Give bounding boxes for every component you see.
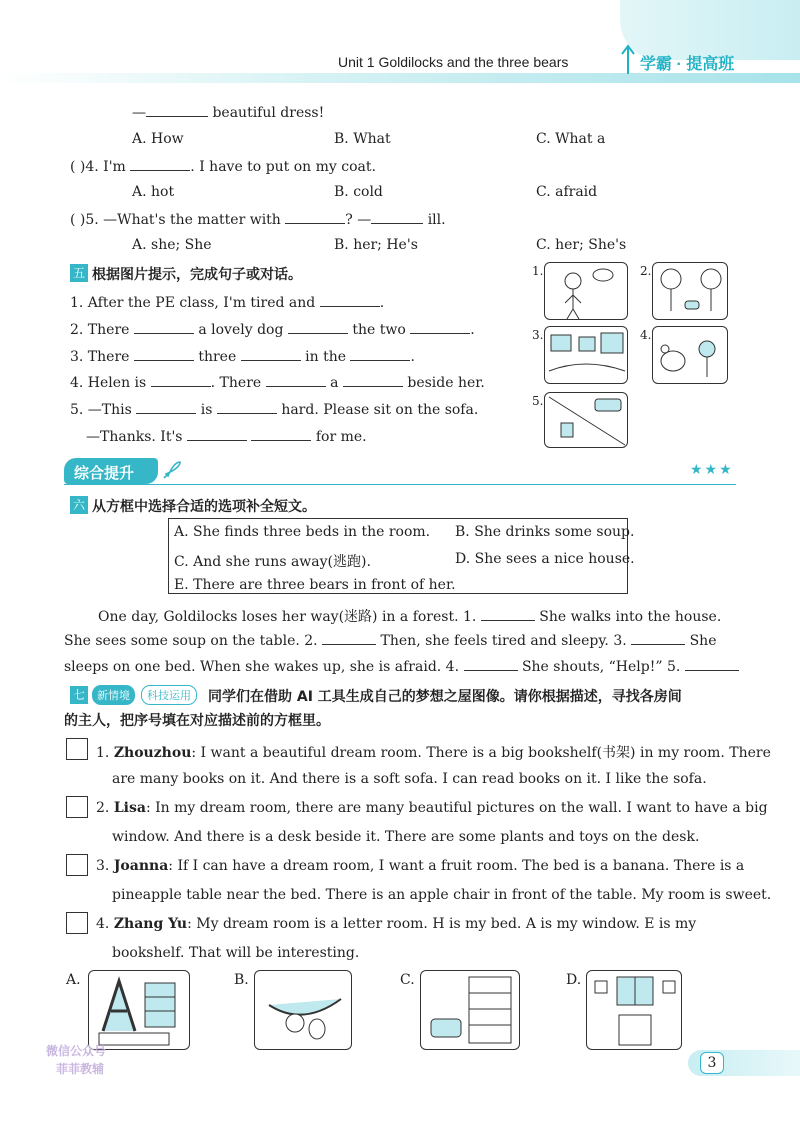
answer-blank[interactable] <box>464 658 518 671</box>
section-5-badge: 五 <box>70 264 88 282</box>
answer-blank[interactable] <box>631 632 685 645</box>
q3-opt-a: A. How <box>132 131 184 147</box>
watermark-line-2: 菲菲教辅 <box>56 1062 105 1076</box>
passage-line-2: She sees some soup on the table. 2. Then, she feels tired and sleepy. 3. She <box>64 633 717 649</box>
answer-blank[interactable] <box>134 321 194 334</box>
item-2-line-2: window. And there is a desk beside it. There are some plants and toys on the desk. <box>112 829 700 845</box>
answer-blank[interactable] <box>322 632 376 645</box>
answer-blank[interactable] <box>350 348 410 361</box>
answer-blank[interactable] <box>251 428 311 441</box>
answer-blank[interactable] <box>410 321 470 334</box>
answer-box-4[interactable] <box>66 912 88 934</box>
sec5-line-2: 2. There a lovely dog the two . <box>70 322 475 338</box>
section-7-badge: 七 <box>70 686 88 704</box>
section-7-title-2: 的主人，把序号填在对应描述前的方框里。 <box>64 713 330 729</box>
watermark-line-1: 微信公众号 <box>46 1044 107 1058</box>
answer-blank[interactable] <box>134 348 194 361</box>
q5-opt-b: B. her; He's <box>334 237 418 253</box>
q4-opt-c: C. afraid <box>536 184 598 200</box>
pic-label-1: 1. <box>532 264 544 278</box>
fruit-room-icon <box>255 971 352 1050</box>
answer-blank[interactable] <box>217 401 277 414</box>
q4-opt-a: A. hot <box>132 184 175 200</box>
picture-tired-girl <box>544 262 628 320</box>
answer-blank[interactable] <box>371 211 423 224</box>
room-label-a: A. <box>66 972 81 988</box>
tag-tech: 科技运用 <box>141 685 197 705</box>
option-d: D. She sees a nice house. <box>455 551 635 567</box>
bear-girl-icon <box>653 327 728 384</box>
answer-blank[interactable] <box>320 294 380 307</box>
answer-blank[interactable] <box>343 374 403 387</box>
item-4-line-1: 4. Zhang Yu: My dream room is a letter room. H is my bed. A is my window. E is my <box>96 916 697 932</box>
option-b: B. She drinks some soup. <box>455 524 635 540</box>
answer-blank[interactable] <box>481 608 535 621</box>
brand-arrow-icon <box>618 42 638 76</box>
tired-girl-icon <box>545 263 628 320</box>
q3-opt-b: B. What <box>334 131 391 147</box>
letter-room-icon <box>89 971 190 1050</box>
trees-dog-icon <box>653 263 728 320</box>
answer-blank[interactable] <box>136 401 196 414</box>
section-6-badge: 六 <box>70 496 88 514</box>
sec5-line-3: 3. There three in the . <box>70 349 415 365</box>
unit-title: Unit 1 Goldilocks and the three bears <box>338 54 569 70</box>
q4-opt-b: B. cold <box>334 184 383 200</box>
q5-line: ( )5. —What's the matter with ? — ill. <box>70 212 446 228</box>
room-picture-b <box>254 970 352 1050</box>
difficulty-stars: ★★★ <box>690 462 734 478</box>
sec5-line-1: 1. After the PE class, I'm tired and . <box>70 295 385 311</box>
option-a: A. She finds three beds in the room. <box>174 524 431 540</box>
option-c: C. And she runs away(逃跑). <box>174 554 371 570</box>
answer-box-3[interactable] <box>66 854 88 876</box>
passage-line-1: One day, Goldilocks loses her way(迷路) in a forest. 1. She walks into the house. <box>98 609 722 625</box>
room-picture-c <box>420 970 520 1050</box>
section-5-title: 根据图片提示，完成句子或对话。 <box>92 267 302 283</box>
bookshelf-room-icon <box>421 971 520 1050</box>
pic-label-4: 4. <box>640 328 652 342</box>
passage-line-3: sleeps on one bed. When she wakes up, she is afraid. 4. She shouts, “Help!” 5. <box>64 658 739 675</box>
room-label-c: C. <box>400 972 415 988</box>
item-2-line-1: 2. Lisa: In my dream room, there are many beautiful pictures on the wall. I want to have a big <box>96 800 768 816</box>
item-1-line-1: 1. Zhouzhou: I want a beautiful dream room. There is a big bookshelf(书架) in my room. There <box>96 745 771 761</box>
q3-opt-c: C. What a <box>536 131 606 147</box>
q5-opt-c: C. her; She's <box>536 237 627 253</box>
option-e: E. There are three bears in front of her. <box>174 577 456 593</box>
brand-label: 学霸 · 提高班 <box>640 56 735 73</box>
window-desk-room-icon <box>587 971 682 1050</box>
room-label-b: B. <box>234 972 249 988</box>
item-3-line-1: 3. Joanna: If I can have a dream room, I want a fruit room. The bed is a banana. There is a <box>96 858 745 874</box>
answer-blank[interactable] <box>685 658 739 671</box>
answer-blank[interactable] <box>285 211 345 224</box>
park-scene-icon <box>545 327 628 384</box>
room-picture-a <box>88 970 190 1050</box>
item-3-line-2: pineapple table near the bed. There is an apple chair in front of the table. My room is sweet. <box>112 887 772 903</box>
picture-bear-helen <box>652 326 728 384</box>
item-1-line-2: are many books on it. And there is a soft sofa. I can read books on it. I like the sofa. <box>112 771 707 787</box>
banner-rule <box>64 484 736 485</box>
sec5-line-5: 5. —This is hard. Please sit on the sofa. <box>70 402 479 418</box>
banner-title: 综合提升 <box>74 464 135 482</box>
sec5-line-6: —Thanks. It's for me. <box>86 429 367 445</box>
pic-label-5: 5. <box>532 394 544 408</box>
room-label-d: D. <box>566 972 582 988</box>
answer-blank[interactable] <box>146 104 208 117</box>
answer-box-2[interactable] <box>66 796 88 818</box>
picture-dog-trees <box>652 262 728 320</box>
answer-blank[interactable] <box>130 158 190 171</box>
answer-blank[interactable] <box>288 321 348 334</box>
answer-box-1[interactable] <box>66 738 88 760</box>
picture-park <box>544 326 628 384</box>
header-rule <box>0 73 800 83</box>
rocket-icon <box>160 460 182 482</box>
item-4-line-2: bookshelf. That will be interesting. <box>112 945 360 961</box>
q3-line: — beautiful dress! <box>132 105 325 121</box>
chair-sofa-icon <box>545 393 628 448</box>
room-picture-d <box>586 970 682 1050</box>
answer-blank[interactable] <box>187 428 247 441</box>
pic-label-2: 2. <box>640 264 652 278</box>
sec5-line-4: 4. Helen is . There a beside her. <box>70 375 485 391</box>
q5-opt-a: A. she; She <box>132 237 212 253</box>
answer-blank[interactable] <box>241 348 301 361</box>
section-7-title-1: 同学们在借助 AI 工具生成自己的梦想之屋图像。请你根据描述，寻找各房间 <box>208 689 682 705</box>
pic-label-3: 3. <box>532 328 544 342</box>
section-6-title: 从方框中选择合适的选项补全短文。 <box>92 499 316 515</box>
answer-blank[interactable] <box>266 374 326 387</box>
picture-chair-sofa <box>544 392 628 448</box>
tag-new-context: 新情境 <box>92 685 135 705</box>
page-number: 3 <box>700 1052 724 1074</box>
q4-line: ( )4. I'm . I have to put on my coat. <box>70 159 376 175</box>
answer-blank[interactable] <box>151 374 211 387</box>
